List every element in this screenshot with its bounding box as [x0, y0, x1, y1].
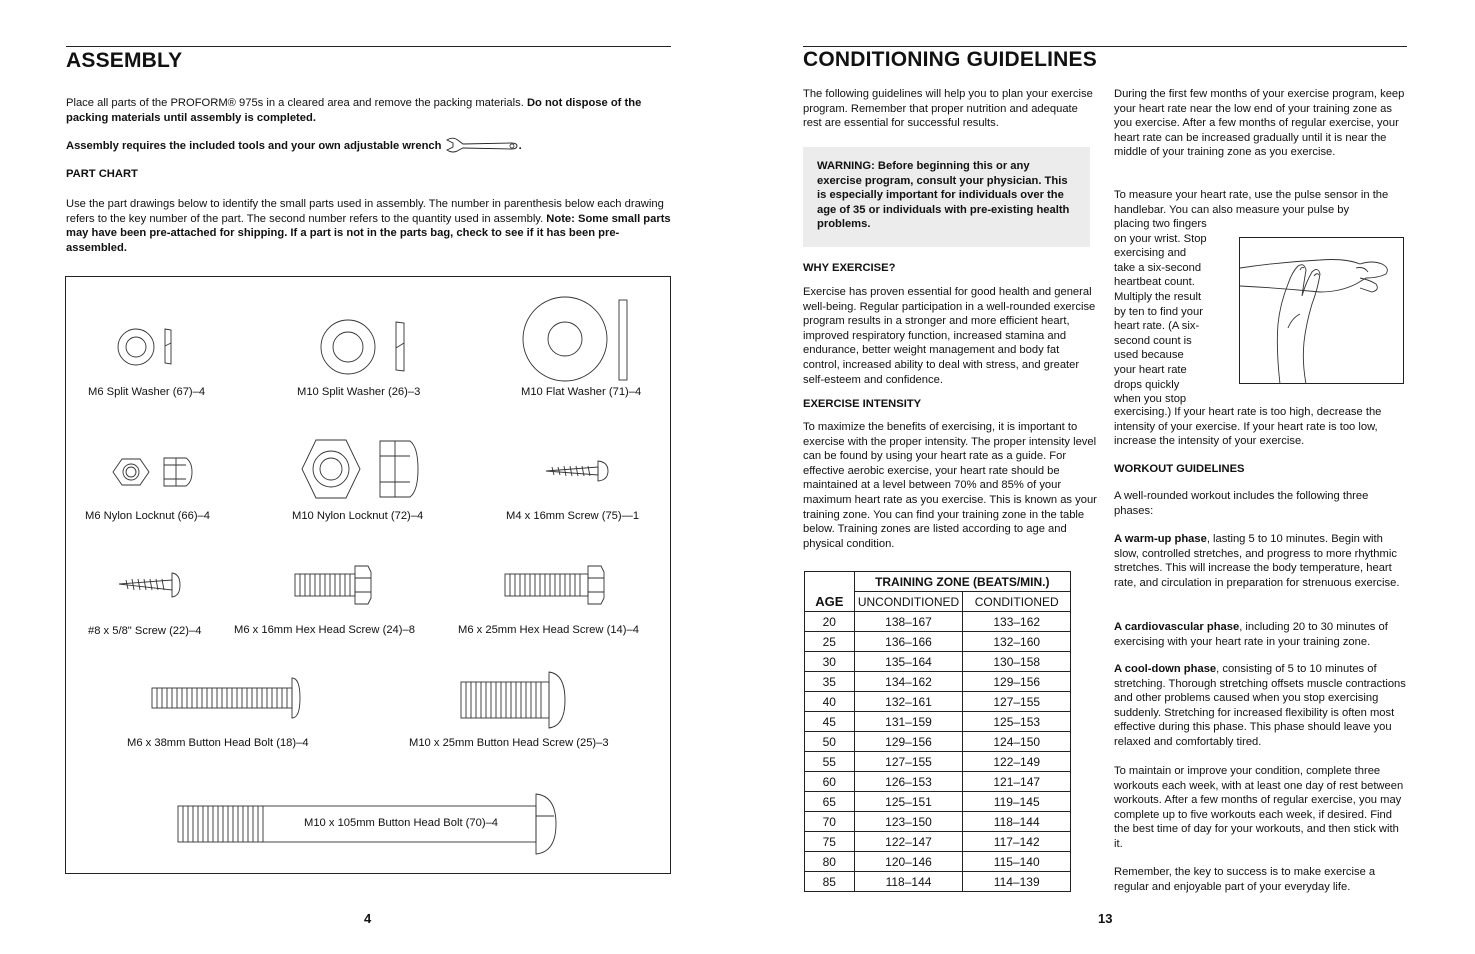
conditioned-cell: 114–139: [963, 872, 1071, 892]
conditioned-cell: 127–155: [963, 692, 1071, 712]
m4-screw-drawing: [546, 461, 608, 481]
conditioned-cell: 115–140: [963, 852, 1071, 872]
m6x16-hex-screw-drawing: [295, 566, 371, 604]
m6-split-washer-drawing: [118, 329, 171, 365]
heart-rate-adjust-text: exercising.) If your heart rate is too high, decrease the intensity of your exercise. If your heart rate is too low, increase the intensity of your exercise.: [1114, 406, 1382, 448]
age-cell: 25: [805, 632, 855, 652]
pulse-line: heart rate. (A six-: [1114, 320, 1200, 333]
maintain-condition-text: To maintain or improve your condition, complete three workouts each week, with at least one day of rest between workouts. After a few months of regular exercise, you may complete up to five workouts each week, if desired. Find the best time of day for your workouts, and then stick with it.: [1114, 765, 1404, 850]
table-header-row: [805, 592, 1071, 612]
pulse-line: on your wrist. Stop: [1114, 232, 1207, 245]
age-cell: 20: [805, 612, 855, 632]
part-label: M6 Nylon Locknut (66)–4: [85, 510, 210, 522]
pulse-line: second count is: [1114, 334, 1192, 347]
conditioned-cell: 129–156: [963, 672, 1071, 692]
training-zone-header: TRAINING ZONE (BEATS/MIN.): [854, 572, 1070, 592]
conditioning-intro: The following guidelines will help you to plan your exercise program. Remember that proper nutrition and adequate rest are essential for successful results.: [803, 88, 1093, 130]
part-label: M10 x 105mm Button Head Bolt (70)–4: [304, 817, 499, 829]
table-row: [805, 692, 1071, 712]
unconditioned-cell: 127–155: [854, 752, 963, 772]
part-label: M6 Split Washer (67)–4: [88, 386, 206, 398]
age-cell: 60: [805, 772, 855, 792]
warning-box: [803, 147, 1090, 247]
table-row: [805, 612, 1071, 632]
m10-nylon-locknut-drawing: [302, 440, 418, 498]
m10-split-washer-drawing: [321, 320, 404, 374]
hand-pulse-icon: [1240, 238, 1405, 385]
conditioned-header: CONDITIONED: [963, 592, 1071, 612]
page-title-conditioning: CONDITIONING GUIDELINES: [803, 48, 1097, 71]
conditioned-cell: 125–153: [963, 712, 1071, 732]
conditioned-cell: 118–144: [963, 812, 1071, 832]
part-label: M6 x 25mm Hex Head Screw (14)–4: [458, 624, 639, 636]
part-label: M4 x 16mm Screw (75)—1: [506, 510, 640, 522]
m6x38-button-bolt-drawing: [152, 678, 300, 718]
remember-text: Remember, the key to success is to make exercise a regular and enjoyable part of your everyday life.: [1114, 866, 1376, 893]
conditioned-cell: 130–158: [963, 652, 1071, 672]
age-cell: 35: [805, 672, 855, 692]
pulse-line: by ten to find your: [1114, 305, 1203, 318]
m10x25-button-screw-drawing: [461, 672, 565, 728]
m6-nylon-locknut-drawing: [113, 458, 192, 486]
unconditioned-cell: 125–151: [854, 792, 963, 812]
m6x25-hex-screw-drawing: [505, 566, 604, 604]
table-row: [805, 752, 1071, 772]
table-row: [805, 792, 1071, 812]
unconditioned-cell: 132–161: [854, 692, 963, 712]
conditioned-cell: 132–160: [963, 632, 1071, 652]
unconditioned-cell: 136–166: [854, 632, 963, 652]
unconditioned-header: UNCONDITIONED: [854, 592, 963, 612]
pulse-line: exercising and: [1114, 247, 1187, 260]
exercise-intensity-heading: EXERCISE INTENSITY: [803, 398, 922, 410]
unconditioned-cell: 118–144: [854, 872, 963, 892]
conditioned-cell: 122–149: [963, 752, 1071, 772]
table-row: [805, 712, 1071, 732]
table-row: [805, 812, 1071, 832]
page-title-assembly: ASSEMBLY: [66, 49, 183, 72]
part-label: M10 Split Washer (26)–3: [297, 386, 421, 398]
table-row: [805, 632, 1071, 652]
age-cell: 70: [805, 812, 855, 832]
age-cell: 30: [805, 652, 855, 672]
age-cell: 40: [805, 692, 855, 712]
why-exercise-text: Exercise has proven essential for good health and general well-being. Regular participation in a well-rounded exercise program results in a stronger and more efficient heart, improved respiratory function, increased stamina and endurance, better weight management and body fat control, increased ability to deal with stress, and greater self-esteem and confidence.: [803, 286, 1096, 386]
page-number-left: 4: [364, 911, 372, 926]
part-label: M6 x 16mm Hex Head Screw (24)–8: [234, 624, 415, 636]
part-label: M10 Flat Washer (71)–4: [521, 386, 642, 398]
pulse-line: take a six-second: [1114, 261, 1202, 274]
page-number-right: 13: [1098, 911, 1113, 926]
pulse-illustration: [1239, 237, 1404, 384]
table-row: [805, 772, 1071, 792]
age-cell: 50: [805, 732, 855, 752]
cool-down-phase: A cool-down phase, consisting of 5 to 10 minutes of stretching. Thorough stretching offsets muscle contractions and other problems caused when you stop exercising suddenly. Stretching for increased flexibility is often most effective during this phase. This phase should leave you relaxed and comfortably tired.: [1114, 663, 1406, 748]
age-cell: 55: [805, 752, 855, 772]
table-row: [805, 852, 1071, 872]
age-cell: 80: [805, 852, 855, 872]
conditioned-cell: 117–142: [963, 832, 1071, 852]
conditioned-cell: 133–162: [963, 612, 1071, 632]
table-row: [805, 872, 1071, 892]
warning-text: WARNING: Before beginning this or any exercise program, consult your physician. This is especially important for individuals over the age of 35 or individuals with pre-existing health problems.: [817, 160, 1070, 231]
conditioned-cell: 121–147: [963, 772, 1071, 792]
age-cell: 45: [805, 712, 855, 732]
part-label: M10 x 25mm Button Head Screw (25)–3: [409, 737, 609, 749]
why-exercise-heading: WHY EXERCISE?: [803, 262, 896, 274]
cardio-phase: A cardiovascular phase, including 20 to 30 minutes of exercising with your heart rate in your training zone.: [1114, 621, 1388, 648]
top-rule-right: [803, 46, 1407, 47]
part-chart-text: Use the part drawings below to identify the small parts used in assembly. The number in parenthesis below each drawing refers to the key number of the part. The second number refers to the quantity used in assembly. Note: Some small parts may have been pre-attached for shipping. If a part is not in the parts bag, check to see if it has been pre-assembled.: [66, 198, 671, 254]
table-row: [805, 732, 1071, 752]
pulse-line: when you stop: [1114, 393, 1187, 406]
m10-flat-washer-drawing: [523, 297, 627, 381]
exercise-intensity-text: To maximize the benefits of exercising, it is important to exercise with the proper intensity. The proper intensity level can be found by using your heart rate as a guide. For effective aerobic exercise, your heart rate should be maintained at a level between 70% and 85% of your maximum heart rate as you exercise. This is known as your training zone. You can find your training zone in the table below. Training zones are listed according to age and physical condition.: [803, 421, 1097, 550]
pulse-line: Multiply the result: [1114, 290, 1202, 303]
tools-line: Assembly requires the included tools and your own adjustable wrench .: [66, 140, 522, 152]
unconditioned-cell: 122–147: [854, 832, 963, 852]
pulse-line: drops quickly: [1114, 378, 1180, 391]
pulse-line: used because: [1114, 349, 1184, 362]
part-label: M6 x 38mm Button Head Bolt (18)–4: [127, 737, 309, 749]
workout-guidelines-heading: WORKOUT GUIDELINES: [1114, 463, 1245, 475]
unconditioned-cell: 120–146: [854, 852, 963, 872]
assembly-intro: Place all parts of the PROFORM® 975s in a cleared area and remove the packing materials. Do not dispose of the packing materials until assembly is completed.: [66, 97, 642, 124]
table-row: [805, 672, 1071, 692]
unconditioned-cell: 134–162: [854, 672, 963, 692]
age-cell: 65: [805, 792, 855, 812]
table-row: [805, 652, 1071, 672]
unconditioned-cell: 126–153: [854, 772, 963, 792]
pulse-instructions: [1114, 217, 1234, 407]
age-cell: 75: [805, 832, 855, 852]
unconditioned-cell: 131–159: [854, 712, 963, 732]
pulse-line: placing two fingers: [1114, 218, 1207, 230]
pulse-line: heartbeat count.: [1114, 276, 1195, 289]
measure-heart-rate-text: To measure your heart rate, use the pulse sensor in the handlebar. You can also measure your pulse by: [1114, 189, 1389, 216]
table-header-row: [805, 572, 1071, 592]
conditioned-cell: 119–145: [963, 792, 1071, 812]
age-header: AGE: [805, 592, 855, 612]
workout-intro: A well-rounded workout includes the following three phases:: [1114, 490, 1369, 517]
warm-up-phase: A warm-up phase, lasting 5 to 10 minutes. Begin with slow, controlled stretches, and progress to more rhythmic stretches. This will increase the body temperature, heart rate, and circulation in preparation for strenuous exercise.: [1114, 533, 1400, 589]
part-label: #8 x 5/8" Screw (22)–4: [88, 625, 202, 637]
part-chart-heading: PART CHART: [66, 168, 138, 180]
unconditioned-cell: 129–156: [854, 732, 963, 752]
age-cell: 85: [805, 872, 855, 892]
unconditioned-cell: 138–167: [854, 612, 963, 632]
heart-rate-guidance: During the first few months of your exercise program, keep your heart rate near the low end of your training zone as you exercise. After a few months of regular exercise, your heart rate can be increased gradually until it is near the middle of your training zone as you exercise.: [1114, 88, 1405, 159]
number8-screw-drawing: [119, 573, 180, 597]
unconditioned-cell: 123–150: [854, 812, 963, 832]
pulse-line: your heart rate: [1114, 363, 1187, 376]
part-label: M10 Nylon Locknut (72)–4: [292, 510, 424, 522]
conditioned-cell: 124–150: [963, 732, 1071, 752]
table-corner: [805, 572, 855, 592]
training-zone-table: [804, 571, 1071, 892]
table-row: [805, 832, 1071, 852]
training-zone-rows: [805, 612, 1071, 892]
unconditioned-cell: 135–164: [854, 652, 963, 672]
